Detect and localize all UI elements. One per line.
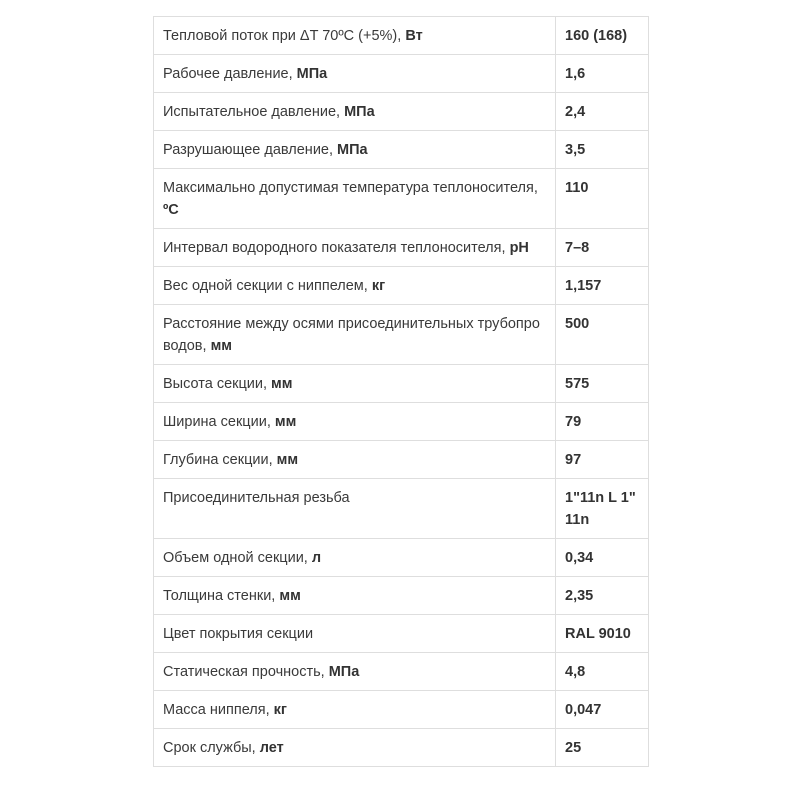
spec-value: 1,6 — [556, 55, 649, 93]
spec-unit: мм — [271, 376, 293, 392]
spec-value: 25 — [556, 729, 649, 767]
spec-label: Присоединительная резьба — [163, 490, 350, 506]
spec-parameter — [154, 615, 556, 653]
spec-row — [154, 229, 649, 267]
spec-value: 500 — [556, 305, 649, 365]
spec-value: RAL 9010 — [556, 615, 649, 653]
spec-label: Статическая прочность, — [163, 664, 329, 680]
spec-value: 0,047 — [556, 691, 649, 729]
spec-parameter — [154, 131, 556, 169]
spec-label: Тепловой поток при ΔT 70ºC (+5%), — [163, 28, 406, 44]
spec-label: Толщина стенки, — [163, 588, 280, 604]
spec-parameter — [154, 267, 556, 305]
spec-value: 0,34 — [556, 539, 649, 577]
spec-unit: мм — [210, 338, 233, 354]
spec-parameter — [154, 55, 556, 93]
spec-row — [154, 365, 649, 403]
spec-value: 1"11n L 1" 11n — [556, 479, 649, 539]
spec-row — [154, 305, 649, 365]
spec-label: Рабочее давление, — [163, 66, 297, 82]
spec-value: 3,5 — [556, 131, 649, 169]
spec-unit: кг — [371, 278, 386, 294]
spec-parameter — [154, 305, 556, 365]
spec-unit: МПа — [344, 104, 375, 120]
spec-label: Ширина секции, — [163, 414, 275, 430]
spec-row — [154, 615, 649, 653]
spec-label: Масса ниппеля, — [163, 702, 274, 718]
spec-parameter — [154, 539, 556, 577]
spec-label: Глубина секции, — [163, 452, 277, 468]
spec-row — [154, 539, 649, 577]
spec-row — [154, 691, 649, 729]
spec-row — [154, 17, 649, 55]
specifications-table — [153, 16, 649, 767]
spec-label: Разрушающее давление, — [163, 142, 338, 158]
spec-label: Срок службы, — [163, 740, 260, 756]
spec-value: 7–8 — [556, 229, 649, 267]
spec-value: 2,4 — [556, 93, 649, 131]
spec-unit: ºC — [163, 202, 179, 218]
spec-value: 160 (168) — [556, 17, 649, 55]
spec-unit: мм — [274, 414, 297, 430]
spec-row — [154, 479, 649, 539]
spec-unit: МПа — [296, 66, 328, 82]
specifications-table-body — [154, 17, 649, 767]
spec-parameter — [154, 93, 556, 131]
spec-value: 1,157 — [556, 267, 649, 305]
spec-label: Высота секции, — [163, 376, 272, 392]
spec-parameter — [154, 229, 556, 267]
spec-row — [154, 441, 649, 479]
spec-value: 4,8 — [556, 653, 649, 691]
spec-unit: мм — [276, 452, 299, 468]
spec-row — [154, 55, 649, 93]
spec-unit: МПа — [328, 664, 360, 680]
spec-value: 575 — [556, 365, 649, 403]
spec-value: 79 — [556, 403, 649, 441]
spec-unit: лет — [259, 740, 284, 756]
spec-row — [154, 577, 649, 615]
spec-label: Вес одной секции с ниппелем, — [163, 278, 372, 294]
spec-row — [154, 169, 649, 229]
spec-parameter — [154, 479, 556, 539]
spec-unit: л — [311, 550, 322, 566]
spec-label: Цвет покрытия секции — [163, 626, 314, 642]
spec-unit: МПа — [337, 142, 368, 158]
spec-parameter — [154, 653, 556, 691]
spec-parameter — [154, 577, 556, 615]
spec-row — [154, 653, 649, 691]
spec-value: 110 — [556, 169, 649, 229]
spec-unit: кг — [273, 702, 287, 718]
spec-value: 97 — [556, 441, 649, 479]
spec-parameter — [154, 441, 556, 479]
spec-row — [154, 403, 649, 441]
spec-label: Максимально допустимая температура теплоносителя, — [163, 180, 538, 196]
spec-label: Расстояние между осями присоединительных трубопроводов, — [163, 316, 540, 354]
spec-parameter — [154, 17, 556, 55]
spec-parameter — [154, 365, 556, 403]
spec-label: Интервал водородного показателя теплоносителя, — [163, 240, 510, 256]
spec-row — [154, 131, 649, 169]
spec-row — [154, 267, 649, 305]
spec-label: Объем одной секции, — [163, 550, 312, 566]
spec-unit: pH — [509, 240, 529, 256]
spec-unit: мм — [279, 588, 301, 604]
spec-parameter — [154, 691, 556, 729]
spec-parameter — [154, 729, 556, 767]
spec-label: Испытательное давление, — [163, 104, 345, 120]
spec-row — [154, 729, 649, 767]
spec-value: 2,35 — [556, 577, 649, 615]
spec-row — [154, 93, 649, 131]
spec-parameter — [154, 403, 556, 441]
spec-parameter — [154, 169, 556, 229]
spec-unit: Вт — [405, 28, 423, 44]
